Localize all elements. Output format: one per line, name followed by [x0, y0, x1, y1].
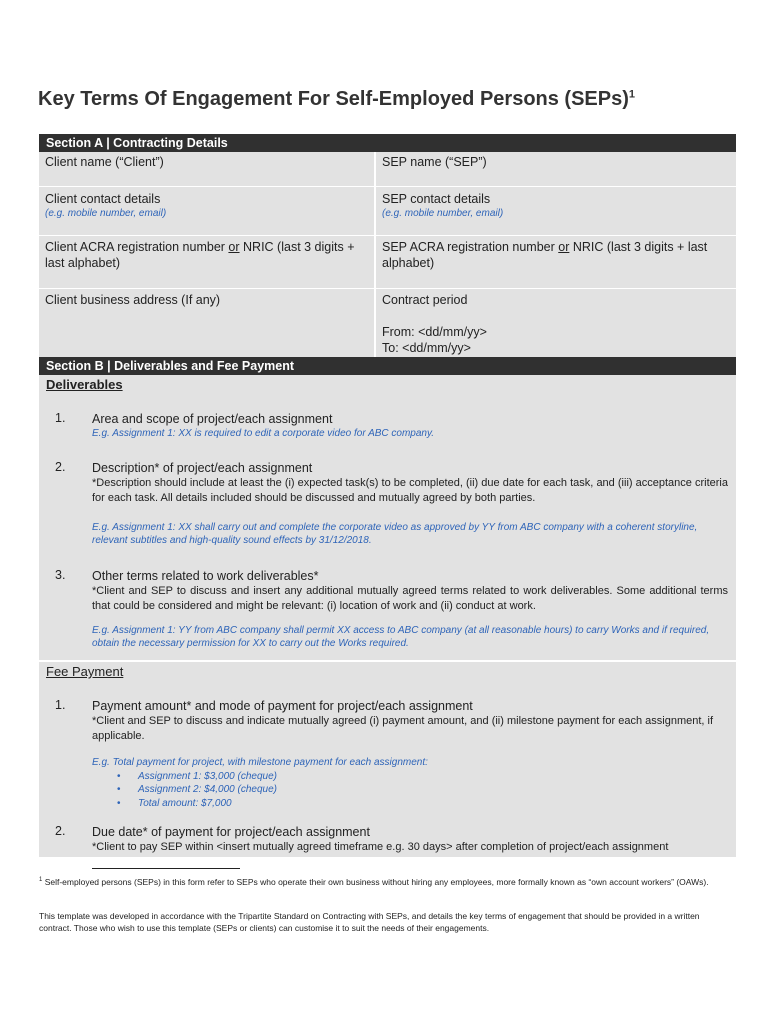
table-row: [39, 152, 736, 186]
client-name-field[interactable]: Client name (“Client”): [39, 152, 376, 186]
fee-payment-heading: Fee Payment: [46, 664, 124, 679]
page-title: Key Terms Of Engagement For Self-Employed Persons (SEPs)$^1$: [38, 88, 636, 110]
table-row: [39, 288, 736, 357]
footnote-marker: 1: [628, 88, 636, 101]
contract-period-field[interactable]: Contract period From: <dd/mm/yy> To: <dd/mm/yy>: [376, 289, 736, 357]
example-text: E.g. Assignment 1: XX shall carry out and complete the corporate video as approved by YY from ABC company with a coherent storyline, relevant subtitles and high-quality sound effects by 31/12/2018.: [92, 521, 698, 546]
payment-milestones: [92, 770, 728, 811]
example-text: E.g. Assignment 1: XX is required to edit a corporate video for ABC company.: [92, 428, 435, 439]
list-item: 2. Due date* of payment for project/each assignment *Client to pay SEP within <insert mutually agreed timeframe e.g. 30 days> after completion of project/each assignment: [55, 824, 669, 853]
list-item: 1. Payment amount* and mode of payment for project/each assignment *Client and SEP to discuss and indicate mutually agreed (i) payment amount, and (ii) milestone payment for each assignment, if applicable. E.g. Total payment for project, with milestone payment for each assignment: • Assignment 1: $3,000 (cheque) • Assignment 2: $4,000 (cheque) • Total amount: $7,000: [39, 698, 736, 810]
sep-contact-field[interactable]: SEP contact details (e.g. mobile number, email): [376, 187, 736, 235]
sep-acra-field[interactable]: SEP ACRA registration number or NRIC (last 3 digits + last alphabet): [376, 236, 736, 288]
deliverables-block: [39, 375, 736, 660]
section-b-header: Section B | Deliverables and Fee Payment: [39, 357, 736, 375]
terms-table: [39, 134, 736, 857]
list-item: 3. Other terms related to work deliverables* *Client and SEP to discuss and insert any additional mutually agreed terms related to work deliverables. Some additional terms that could be considered and might be relevant: (i) location of work and (ii) conduct at work. E.g. Assignment 1: YY from ABC company shall permit XX access to ABC company (at all reasonable hours) to carry Works and if required, obtain the necessary permission for XX to carry out the Works required.: [55, 567, 728, 649]
list-item: • Total amount: $7,000: [138, 797, 728, 811]
client-acra-field[interactable]: Client ACRA registration number or NRIC (last 3 digits + last alphabet): [39, 236, 376, 288]
sep-name-field[interactable]: SEP name (“SEP”): [376, 152, 736, 186]
list-item: • Assignment 1: $3,000 (cheque): [138, 770, 728, 784]
list-item: 2. Description* of project/each assignment *Description should include at least the (i) expected task(s) to be completed, (ii) due date for each task, and (iii) acceptance criteria for each task. All details included should be discussed and mutually agreed by both parties. E.g. Assignment 1: XX shall carry out and complete the corporate video as approved by YY from ABC company with a coherent storyline, relevant subtitles and high-quality sound effects by 31/12/2018.: [55, 459, 728, 546]
deliverables-heading: Deliverables: [46, 377, 123, 392]
table-row: [39, 186, 736, 235]
list-item: • Assignment 2: $4,000 (cheque): [138, 783, 728, 797]
example-text: E.g. Assignment 1: YY from ABC company shall permit XX access to ABC company (at all reasonable hours) to carry Works and if required, obtain the necessary permission for XX to carry out the Works required.: [92, 624, 710, 649]
field-hint: (e.g. mobile number, email): [45, 208, 167, 219]
footnote-1: $^1$ Self-employed persons (SEPs) in this form refer to SEPs who operate their own business without hiring any employees, more formally known as “own account workers” (OAWs).: [39, 876, 709, 887]
footnote-rule: [92, 868, 240, 869]
contract-to: To: <dd/mm/yy>: [382, 341, 471, 355]
section-a-header: Section A | Contracting Details: [39, 134, 736, 152]
example-text: E.g. Total payment for project, with milestone payment for each assignment:: [92, 757, 428, 768]
list-item: 1. Area and scope of project/each assignment E.g. Assignment 1: XX is required to edit a corporate video for ABC company.: [39, 411, 736, 441]
fee-payment-block: [39, 662, 736, 857]
field-hint: (e.g. mobile number, email): [382, 208, 504, 219]
client-address-field[interactable]: Client business address (If any): [39, 289, 376, 357]
footnote-2: This template was developed in accordance with the Tripartite Standard on Contracting with SEPs, and details the key terms of engagement that should be provided in a written contract. Those who wish to use this template (SEPs or clients) can customise it to suit the needs of their engagements.: [39, 911, 700, 933]
client-contact-field[interactable]: Client contact details (e.g. mobile number, email): [39, 187, 376, 235]
table-row: [39, 235, 736, 288]
contract-from: From: <dd/mm/yy>: [382, 325, 487, 339]
